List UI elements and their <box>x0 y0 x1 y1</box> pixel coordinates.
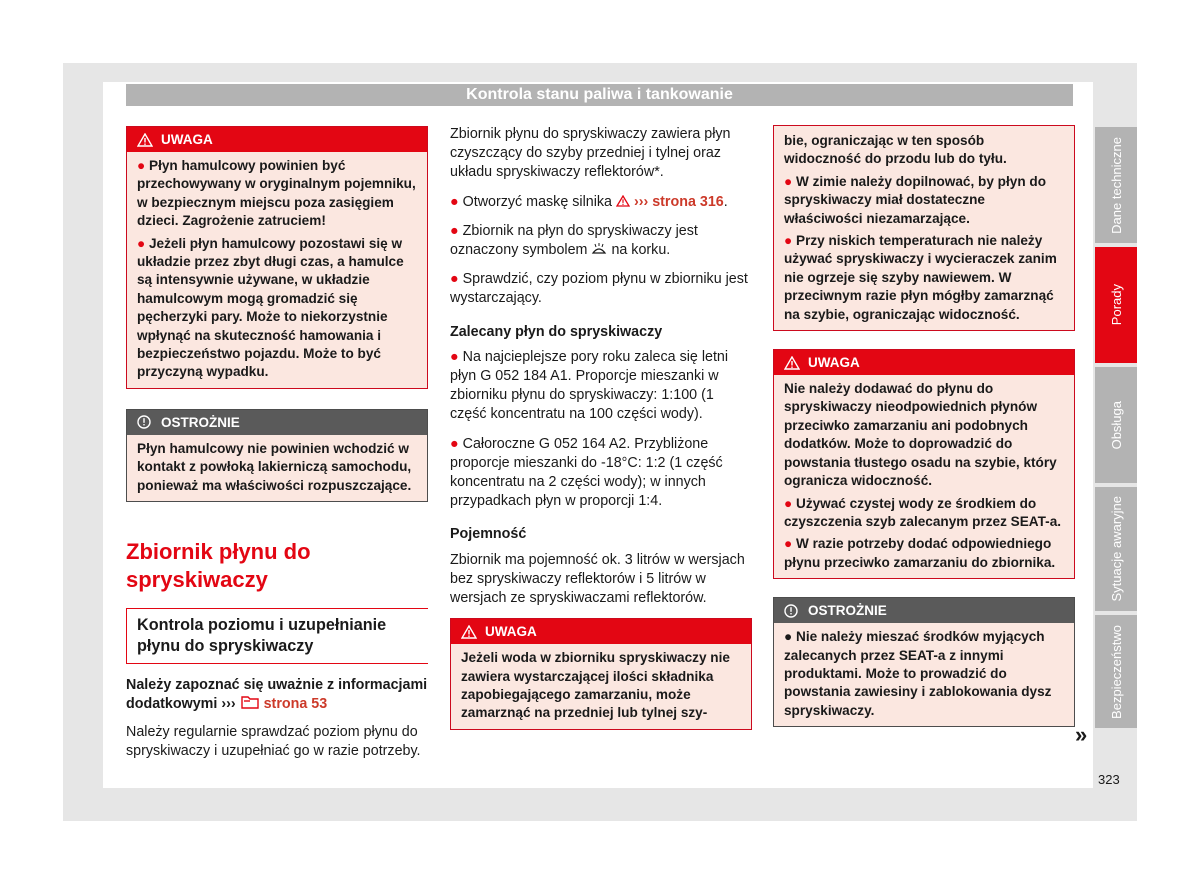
bullet-icon: ● <box>784 173 793 189</box>
column-left <box>126 126 428 761</box>
bullet-icon: ● <box>137 158 146 173</box>
page-link[interactable]: ››› strona 316 <box>633 193 724 210</box>
bullet-icon: ● <box>784 495 793 511</box>
warning-box-freezing <box>450 618 752 730</box>
warning-box-brake-fluid <box>126 126 428 389</box>
list-item: ● Całoroczne G 052 164 A2. Przybliżone proporcje mieszanki do -18°C: 1:2 (1 część koncentratu na 2 części wody); w innych przypadkach płyn w proporcji 1:4. <box>450 435 723 510</box>
caution-label: OSTROŻNIE <box>808 603 887 619</box>
warning-text: bie, ograniczając w ten sposób widoczność do przodu lub do tyłu. <box>784 133 1007 167</box>
warning-triangle-icon <box>137 133 153 147</box>
intro-paragraph: Zbiornik płynu do spryskiwaczy zawiera płyn czyszczący do szyby przedniej i tylnej oraz układu spryskiwaczy reflektorów*. <box>450 126 731 181</box>
column-middle <box>450 125 752 742</box>
list-item: ● Na najcieplejsze pory roku zaleca się letni płyn G 052 184 A1. Proporcje mieszanki w zbiorniku płynu do spryskiwaczy: 1:100 (1 część koncentratu na 100 części wody). <box>450 348 729 423</box>
info-circle-icon <box>137 415 153 429</box>
warning-header <box>127 127 427 152</box>
warning-text: Nie należy dodawać do płynu do spryskiwaczy nieodpowiednich płynów przeciwko zamarzaniu ani podobnych dodatków. Może to doprowadzić do powstania tłustego osadu na szybie, który ogranicza widoczność. <box>784 381 1057 489</box>
page-link[interactable]: strona 53 <box>263 696 328 713</box>
bullet-icon: ● <box>784 536 793 552</box>
continue-arrows-icon: » <box>1075 722 1088 747</box>
side-tabs <box>1095 127 1137 732</box>
capacity-text: Zbiornik ma pojemność ok. 3 litrów w wersjach bez spryskiwaczy reflektorów i 5 litrów w wersjach ze spryskiwaczami reflektorów. <box>450 551 745 607</box>
warning-label: UWAGA <box>161 132 213 147</box>
book-icon <box>240 696 264 712</box>
bullet-icon: ● <box>450 435 459 452</box>
warning-header <box>774 350 1074 375</box>
tab-porady[interactable]: Porady <box>1095 247 1137 363</box>
caution-header <box>127 410 427 435</box>
warning-triangle-icon <box>461 625 477 639</box>
bullet-icon: ● <box>450 271 459 288</box>
caution-text: Płyn hamulcowy nie powinien wchodzić w kontakt z powłoką lakierniczą samochodu, ponieważ ma właściwości rozpuszczające. <box>137 440 412 493</box>
caution-box-mixing <box>773 597 1075 727</box>
body-text: Należy regularnie sprawdzać poziom płynu do spryskiwaczy i uzupełniać go w razie potrzeby. <box>126 723 421 759</box>
tab-dane-techniczne[interactable]: Dane techniczne <box>1095 127 1137 243</box>
caution-box-paint <box>126 409 428 502</box>
warning-box-additives <box>773 349 1075 579</box>
tab-sytuacje-awaryjne[interactable]: Sytuacje awaryjne <box>1095 487 1137 611</box>
warning-label: UWAGA <box>808 355 860 371</box>
warning-box-continued <box>773 125 1075 331</box>
step-item: ● Zbiornik na płyn do spryskiwaczy jest oznaczony symbolem na korku. <box>450 222 698 259</box>
washer-symbol-icon <box>591 242 607 258</box>
warning-triangle-icon <box>616 194 630 210</box>
warning-item: ● W zimie należy dopilnować, by płyn do spryskiwaczy miał dostateczne właściwości niezamarzające. <box>784 173 1047 226</box>
bullet-icon: ● <box>450 348 459 365</box>
caution-header <box>774 598 1074 623</box>
heading-capacity: Pojemność <box>450 526 527 543</box>
bullet-icon: ● <box>784 629 793 645</box>
step-item: ● Sprawdzić, czy poziom płynu w zbiorniku jest wystarczający. <box>450 271 748 307</box>
warning-item: ● Używać czystej wody ze środkiem do czyszczenia szyb zalecanym przez SEAT-a. <box>784 495 1062 529</box>
intro-text: Należy zapoznać się uważnie z informacjami dodatkowymi ››› strona 53 <box>126 677 428 713</box>
info-circle-icon <box>784 604 800 618</box>
section-title: Zbiornik płynu do spryskiwaczy <box>126 539 311 593</box>
page-number: 323 <box>1098 772 1120 787</box>
warning-item: ● Płyn hamulcowy powinien być przechowywany w oryginalnym pojemniku, w bezpiecznym miejscu poza zasięgiem dzieci. Zagrożenie zatruciem! <box>137 158 416 229</box>
tab-bezpieczenstwo[interactable]: Bezpieczeństwo <box>1095 615 1137 728</box>
bullet-icon: ● <box>784 233 793 249</box>
caution-item: ● Nie należy mieszać środków myjących zalecanych przez SEAT-a z innymi produktami. Może to prowadzić do powstania zawiesiny i zablokowania dysz spryskiwaczy. <box>784 629 1052 718</box>
column-right <box>773 125 1075 739</box>
warning-triangle-icon <box>784 356 800 370</box>
warning-item: ● W razie potrzeby dodać odpowiedniego płynu przeciwko zamarzaniu do zbiornika. <box>784 536 1056 570</box>
warning-text: Jeżeli woda w zbiorniku spryskiwaczy nie zawiera wystarczającej ilości składnika zapobiegającego zamarzaniu, może zamarznąć na przedniej lub tylnej szy- <box>461 650 730 721</box>
subsection-title: Kontrola poziomu i uzupełnianie płynu do spryskiwaczy <box>126 608 428 664</box>
caution-label: OSTROŻNIE <box>161 414 240 430</box>
chapter-header: Kontrola stanu paliwa i tankowanie <box>126 84 1073 106</box>
bullet-icon: ● <box>137 235 146 251</box>
bullet-icon: ● <box>450 222 459 239</box>
bullet-icon: ● <box>450 193 459 210</box>
warning-header <box>451 619 751 644</box>
tab-obsluga[interactable]: Obsługa <box>1095 367 1137 483</box>
heading-recommended-fluid: Zalecany płyn do spryskiwaczy <box>450 323 663 340</box>
warning-label: UWAGA <box>485 624 537 640</box>
warning-item: ● Jeżeli płyn hamulcowy pozostawi się w układzie przez zbyt długi czas, a hamulce są intensywnie używane, w układzie hamulcowym mogą gromadzić się pęcherzyki pary. Może to niekorzystnie wpłynąć na skuteczność hamowania i bezpieczeństwo pojazdu. Może to być przyczyną wypadku. <box>137 235 404 380</box>
warning-item: ● Przy niskich temperaturach nie należy używać spryskiwaczy i wycieraczek zanim nie ogrzeje się szyby nawiewem. W przeciwnym razie płyn mógłby zamarznąć na szybie, ograniczając widoczność. <box>784 233 1057 322</box>
step-item: ● Otworzyć maskę silnika ››› strona 316. <box>450 193 728 210</box>
